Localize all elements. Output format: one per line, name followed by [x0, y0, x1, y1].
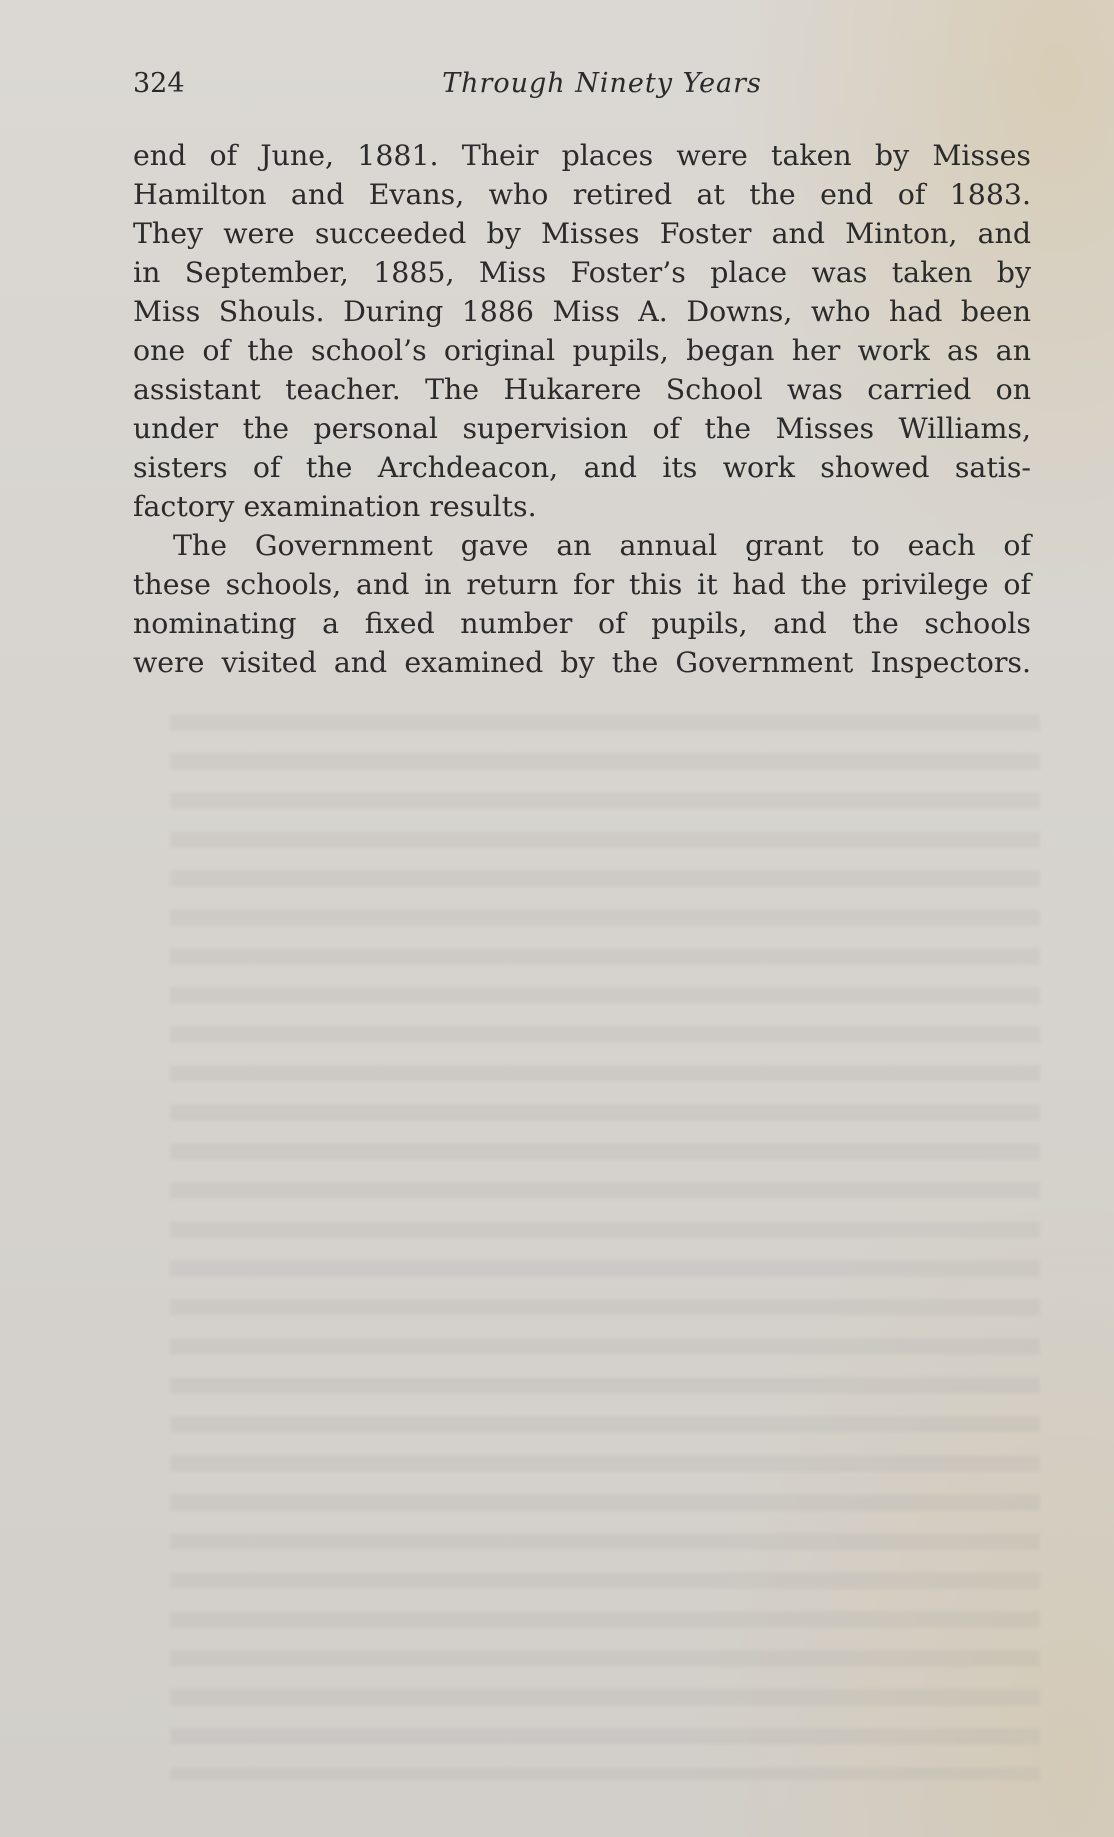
text-line: assistant teacher. The Hukarere School was carried on: [133, 373, 1031, 406]
text-line: end of June, 1881. Their places were taken by Misses: [133, 139, 1031, 172]
text-line: these schools, and in return for this it had the privilege of: [133, 568, 1031, 601]
text-line: one of the school’s original pupils, began her work as an: [133, 334, 1031, 367]
text-line: sisters of the Archdeacon, and its work showed satis-: [133, 451, 1031, 484]
paragraph-2: [133, 526, 1031, 682]
text-line: Miss Shouls. During 1886 Miss A. Downs, who had been: [133, 295, 1031, 328]
text-line: They were succeeded by Misses Foster and Minton, and: [133, 217, 1031, 250]
bleed-through-text: [170, 700, 1040, 1780]
text-line: under the personal supervision of the Misses Williams,: [133, 412, 1031, 445]
body-text: [133, 136, 1031, 682]
text-line: were visited and examined by the Government Inspectors.: [133, 646, 1031, 679]
paragraph-1: [133, 136, 1031, 526]
running-title: Through Ninety Years: [442, 68, 762, 99]
text-line: The Government gave an annual grant to each of: [173, 529, 1031, 562]
page-number: 324: [133, 68, 185, 99]
text-line: nominating a fixed number of pupils, and the schools: [133, 607, 1031, 640]
text-line: factory examination results.: [133, 490, 537, 523]
page-header: [133, 68, 1031, 108]
text-line: in September, 1885, Miss Foster’s place was taken by: [133, 256, 1031, 289]
text-line: Hamilton and Evans, who retired at the end of 1883.: [133, 178, 1031, 211]
